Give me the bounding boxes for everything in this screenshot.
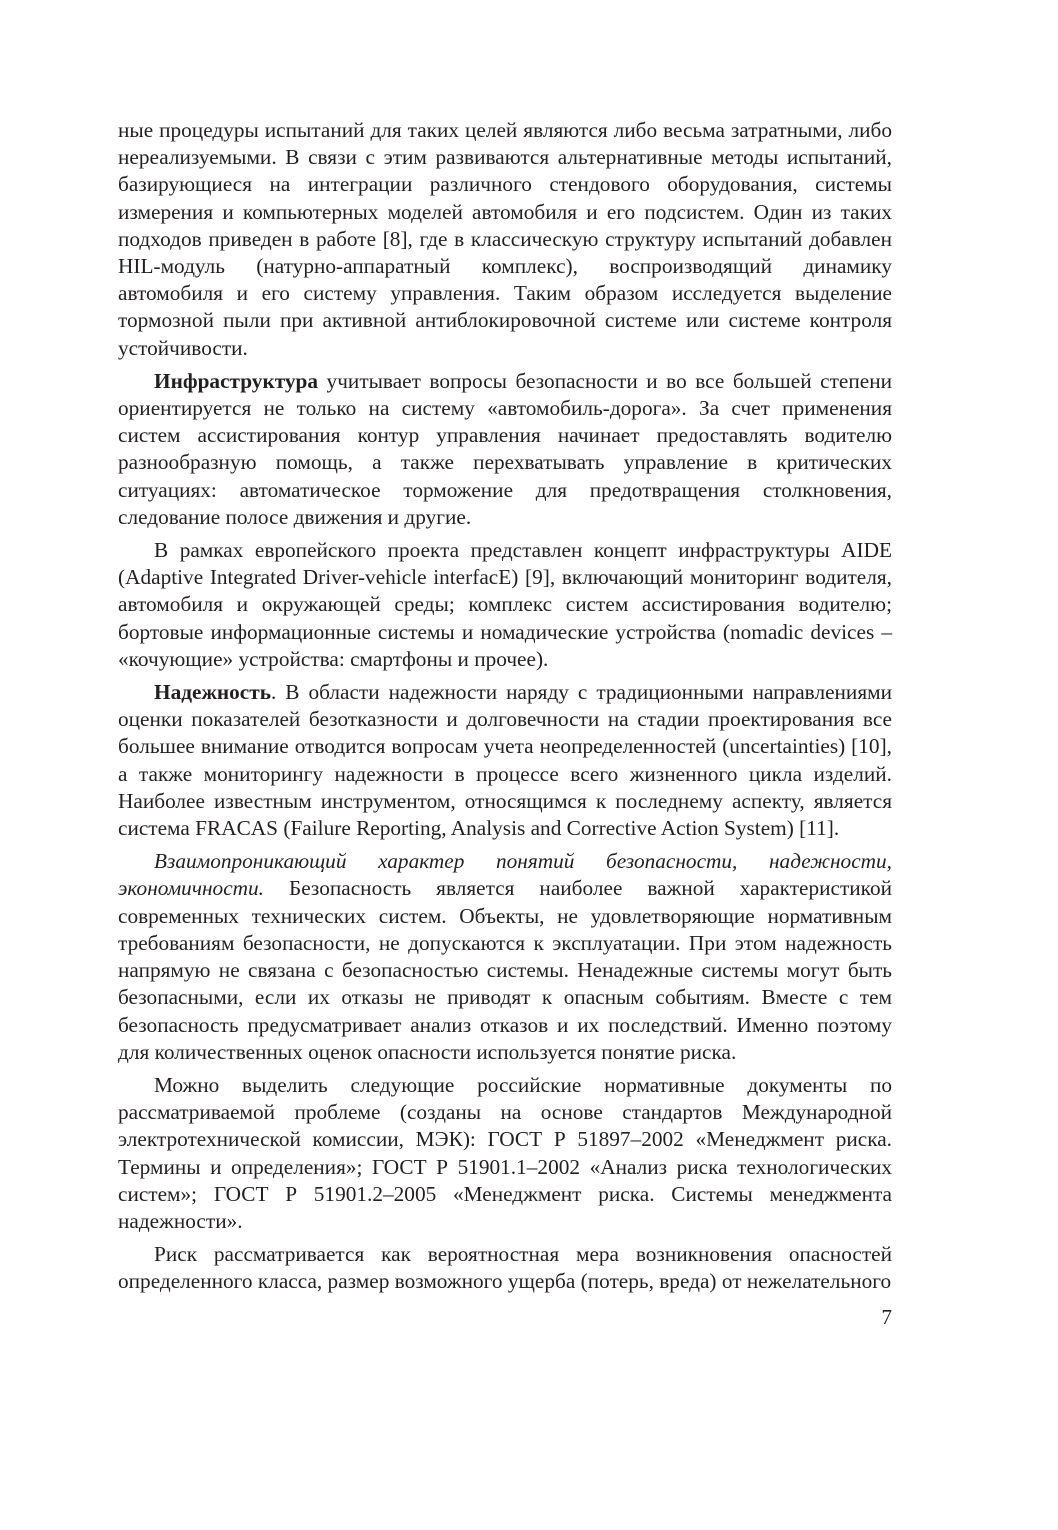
- paragraph-lead-bold: Инфраструктура: [154, 368, 319, 393]
- paragraph-infrastructure: [118, 368, 892, 531]
- paragraph-text: Безопасность является наиболее важной характеристикой современных технических систем. Объекты, не удовлетворяющие нормативным требованиям безопасности, не допускаются к эксплуатации. При этом надежность напрямую не связана с безопасностью системы. Ненадежные системы могут быть безопасными, если их отказы не приводят к опасным событиям. Вместе с тем безопасность предусматривает анализ отказов и их последствий. Именно поэтому для количественных оценок опасности используется понятие риска.: [118, 876, 892, 1064]
- page-number: 7: [881, 1305, 892, 1329]
- paragraph-text: . В области надежности наряду с традиционными направлениями оценки показателей безотказности и долговечности на стадии проектирования все большее внимание отводится вопросам учета неопределенностей (uncertainties) [10], а также мониторингу надежности в процессе всего жизненного цикла изделий. Наиболее известным инструментом, относящимся к последнему аспекту, является система FRACAS (Failure Reporting, Analysis and Corrective Action System) [11].: [118, 680, 892, 841]
- paragraph-text: В рамках европейского проекта представлен концепт инфраструктуры AIDE (Adaptive Integrated Driver-vehicle interfacE) [9], включающий мониторинг водителя, автомобиля и окружающей среды; комплекс систем ассистирования водителю; бортовые информационные системы и номадические устройства (nomadic devices – «кочующие» устройства: смартфоны и прочее).: [118, 538, 892, 671]
- paragraph-text: ные процедуры испытаний для таких целей являются либо весьма затратными, либо нереализуемыми. В связи с этим развиваются альтернативные методы испытаний, базирующиеся на интеграции различного стендового оборудования, системы измерения и компьютерных моделей автомобиля и его подсистем. Один из таких подходов приведен в работе [8], где в классическую структуру испытаний добавлен HIL-модуль (натурно-аппаратный комплекс), воспроизводящий динамику автомобиля и его систему управления. Таким образом исследуется выделение тормозной пыли при активной антиблокировочной системе или системе контроля устойчивости.: [118, 118, 892, 360]
- paragraph-reliability: [118, 679, 892, 842]
- paragraph-text: учитывает вопросы безопасности и во все большей степени ориентируется не только на систему «автомобиль-дорога». За счет применения систем ассистирования контур управления начинает предоставлять водителю разнообразную помощь, а также перехватывать управление в критических ситуациях: автоматическое торможение для предотвращения столкновения, следование полосе движения и другие.: [118, 368, 892, 529]
- paragraph-standards: [118, 1072, 892, 1235]
- paragraph-text: Риск рассматривается как вероятностная мера возникновения опасностей определенного класса, размер возможного ущерба (потерь, вреда) от нежелательного: [118, 1242, 892, 1294]
- paragraph-interpenetration: [118, 848, 892, 1066]
- paragraph-risk: [118, 1241, 892, 1295]
- paragraph-lead-bold: Надежность: [154, 680, 271, 705]
- paragraph-test-procedures: [118, 117, 892, 362]
- paragraph-aide: [118, 537, 892, 673]
- paragraph-text: Можно выделить следующие российские нормативные документы по рассматриваемой проблеме (созданы на основе стандартов Международной электротехнической комиссии, МЭК): ГОСТ Р 51897–2002 «Менеджмент риска. Термины и определения»; ГОСТ Р 51901.1–2002 «Анализ риска технологических систем»; ГОСТ Р 51901.2–2005 «Менеджмент риска. Системы менеджмента надежности».: [118, 1072, 892, 1233]
- page-body: [118, 117, 892, 1296]
- paragraph-lead-italic: Взаимопроникающий характер понятий безопасности, надежности, экономичности.: [118, 849, 892, 901]
